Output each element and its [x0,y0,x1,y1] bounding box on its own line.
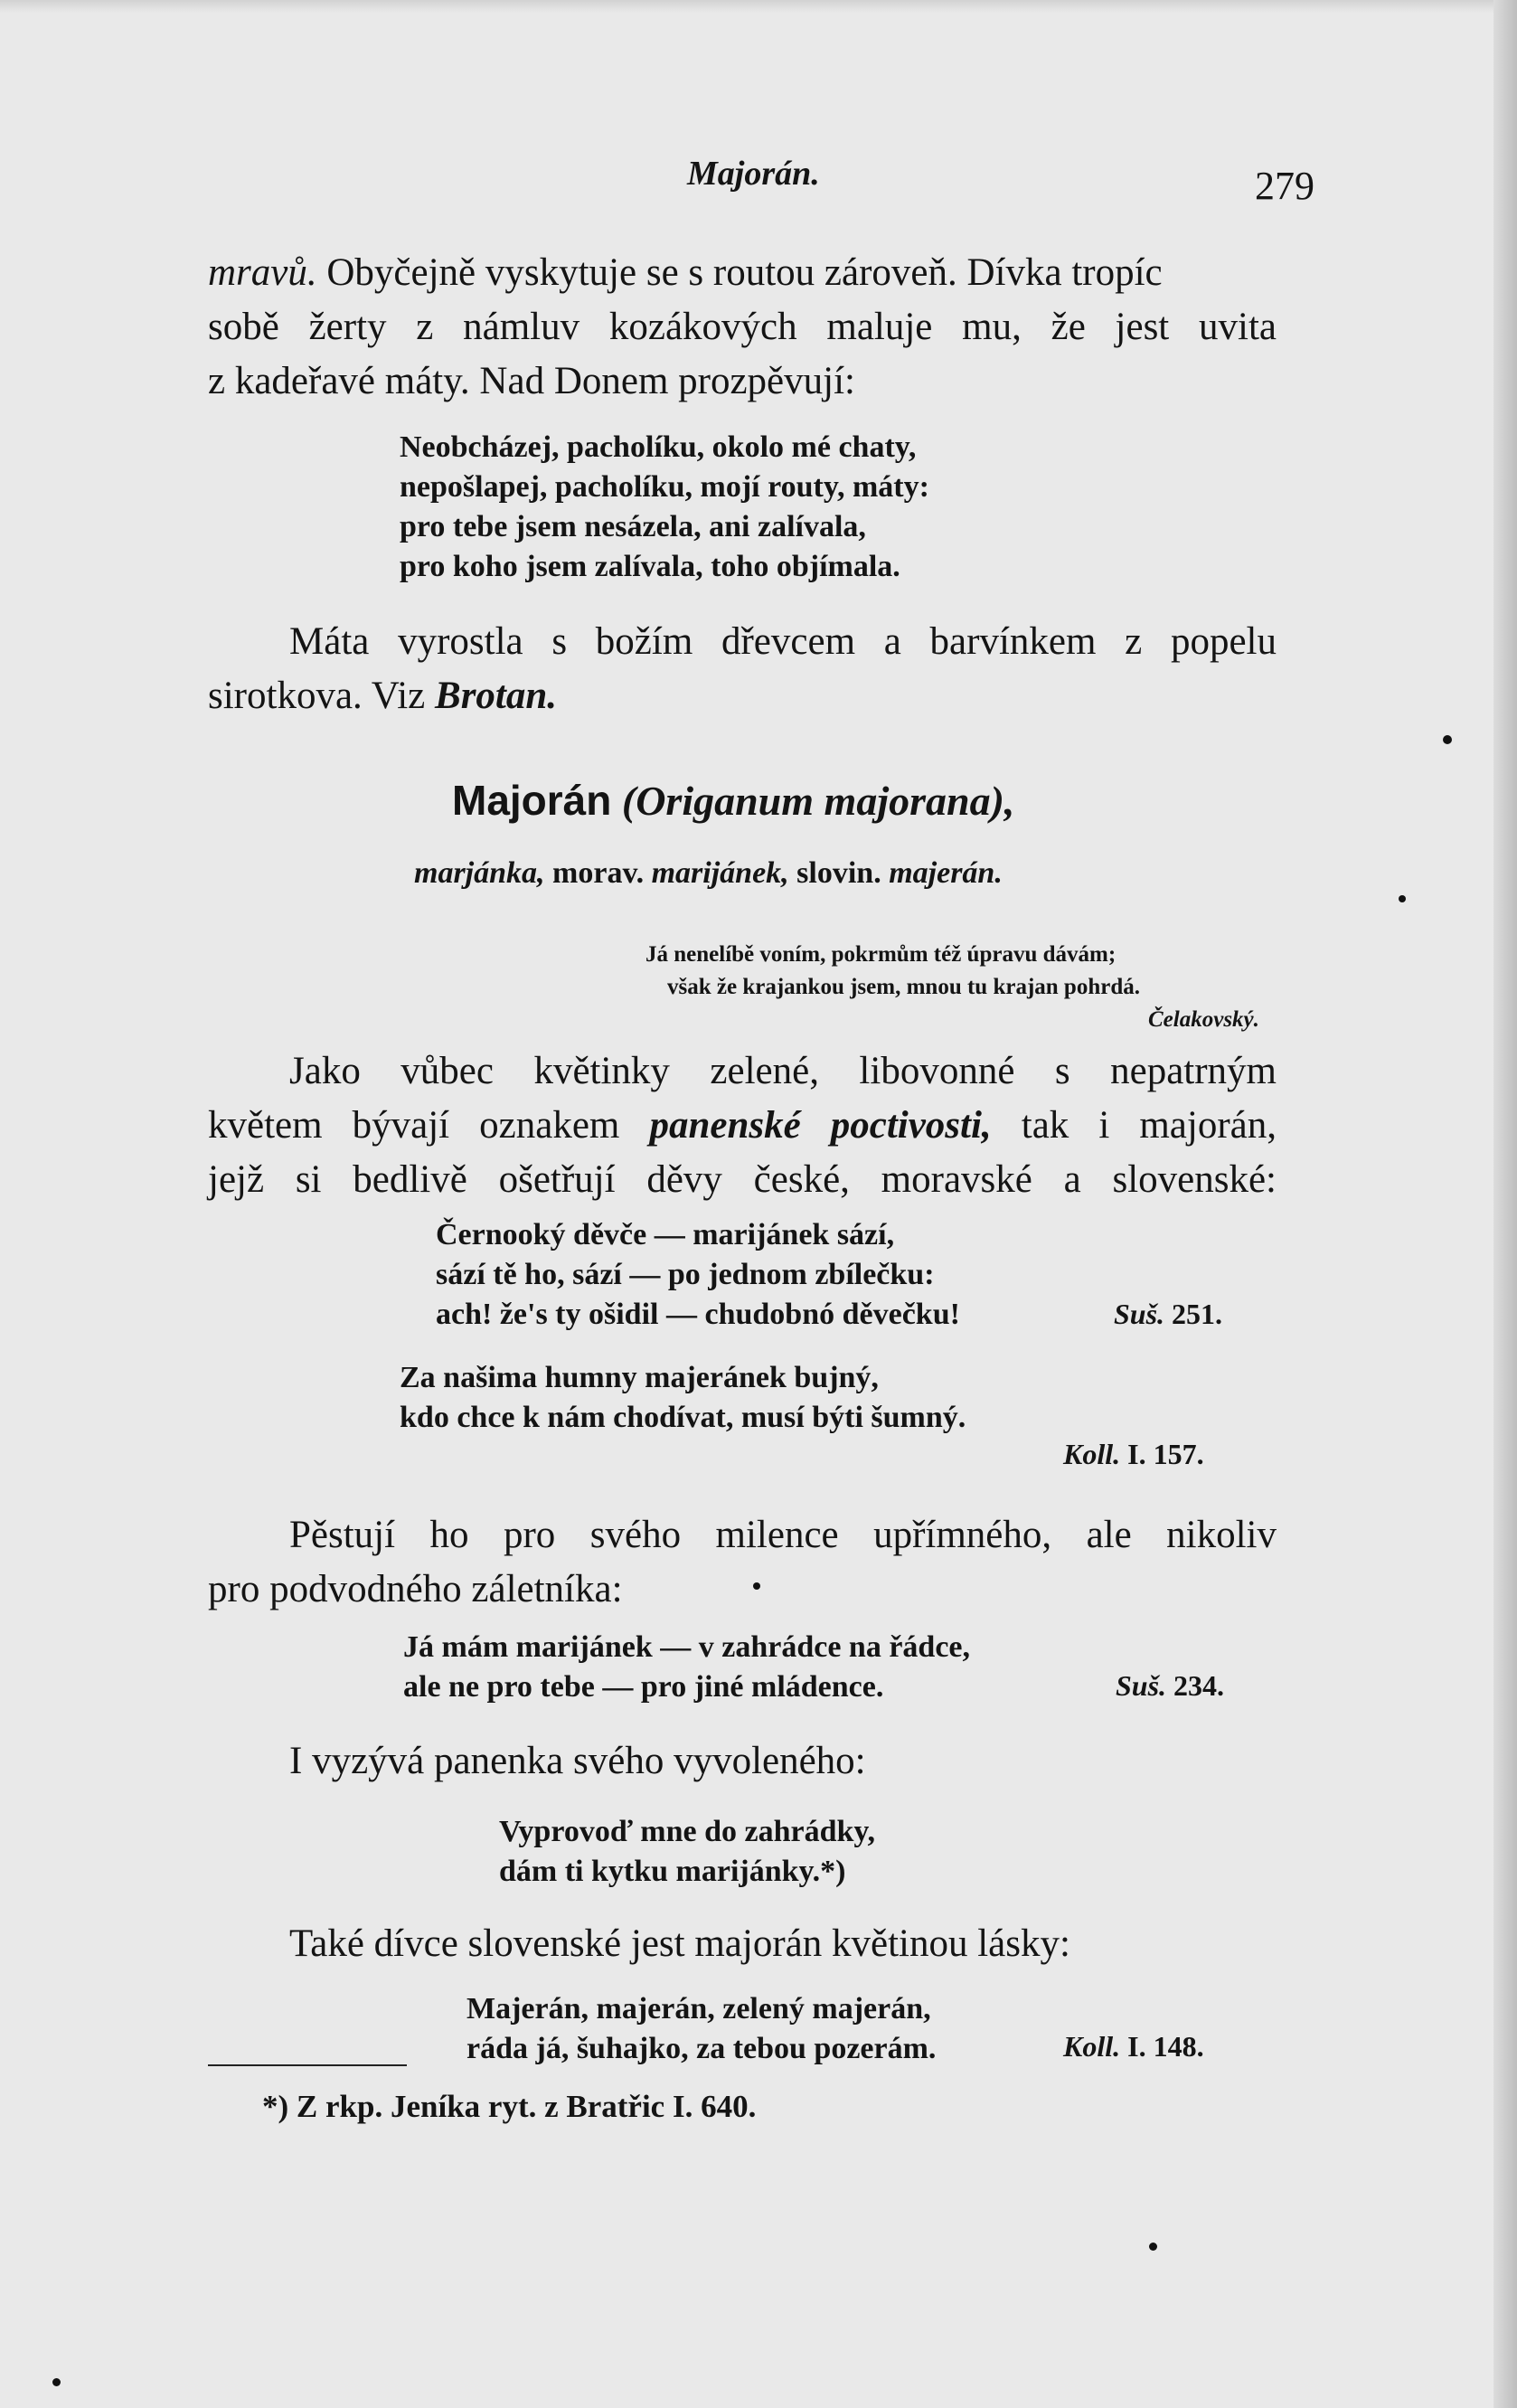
verse-4 [403,1628,970,1707]
line-text: Obyčejně vyskytuje se s routou zároveň. Dívka tropíc [316,251,1163,294]
source-abbr: Suš. [1114,1298,1165,1330]
synonyms-line [414,856,1003,891]
verse-line: dám ti kytku marijánky.*) [499,1855,846,1888]
paragraph-line: sobě žerty z námluv kozákových maluje mu, že jest uvita [208,306,1277,348]
paragraph-4 [208,1508,1277,1617]
paragraph-line: Také dívce slovenské jest majorán květinou lásky: [289,1922,1070,1965]
verse-line: pro koho jsem zalívala, toho objímala. [400,550,900,583]
heading-name: Majorán [452,777,612,824]
italic-word: mravů. [208,251,317,294]
synonym-label: morav. [544,856,652,890]
verse-line: ach! že's ty ošidil — chudobnó děvečku! [436,1298,960,1331]
paragraph-line: jejž si bedlivě ošetřují děvy české, moravské a slovenské: [208,1158,1277,1201]
paragraph-line [208,246,1277,300]
synonym: marijánek, [651,856,789,890]
verse-source [1114,1298,1222,1331]
paragraph-line: Pěstují ho pro svého milence upřímného, ale nikoliv [289,1514,1277,1556]
paragraph-line [208,1099,1277,1153]
paragraph-line: I vyzývá panenka svého vyvoleného: [289,1740,866,1782]
footnote: *) Z rkp. Jeníka ryt. z Bratřic I. 640. [262,2089,757,2124]
verse-3 [400,1358,966,1438]
verse-line: Černooký děvče — marijánek sází, [436,1218,895,1251]
verse-6 [466,1989,936,2069]
heading-latin: (Origanum majorana), [621,778,1015,824]
paragraph-1 [208,246,1277,409]
verse-2 [436,1215,960,1335]
paragraph-line: z kadeřavé máty. Nad Donem prozpěvují: [208,360,855,402]
footnote-rule [208,2064,407,2066]
source-abbr: Suš. [1116,1669,1167,1702]
verse-1 [400,428,929,587]
verse-5 [499,1812,875,1892]
source-ref: 234. [1173,1669,1225,1702]
section-heading [452,776,1014,825]
verse-line: Vyprovoď mne do zahrádky, [499,1815,876,1848]
paragraph-6 [208,1917,1277,1971]
verse-line: nepošlapej, pacholíku, mojí routy, máty: [400,470,929,504]
page-number: 279 [1255,164,1314,208]
running-header: Majorán. [687,155,820,193]
cross-reference: Brotan. [435,675,558,717]
verse-line: kdo chce k nám chodívat, musí býti šumný. [400,1401,966,1434]
source-ref: I. 157. [1127,1438,1204,1470]
epigraph-line: však že krajankou jsem, mnou tu krajan pohrdá. [667,975,1140,999]
synonym: majerán. [889,856,1003,890]
verse-line: ale ne pro tebe — pro jiné mládence. [403,1670,884,1704]
paragraph-3 [208,1044,1277,1207]
paragraph-line: Máta vyrostla s božím dřevcem a barvínkem z popelu [289,620,1277,663]
emphasis: panenské poctivosti, [649,1104,992,1147]
verse-line: Majerán, majerán, zelený majerán, [466,1992,931,2026]
paragraph-line [208,669,1277,723]
synonym-label: slovin. [788,856,890,890]
source-abbr: Koll. [1063,2030,1121,2063]
paragraph-2 [208,615,1277,723]
verse-line: sází tě ho, sází — po jednom zbílečku: [436,1258,935,1291]
paragraph-line: Jako vůbec květinky zelené, libovonné s nepatrným [289,1050,1277,1092]
scan-speck [753,1582,760,1590]
source-ref: 251. [1172,1298,1223,1330]
source-ref: I. 148. [1127,2030,1204,2063]
paragraph-line: pro podvodného záletníka: [208,1568,623,1610]
line-text: tak i majorán, [991,1104,1277,1147]
source-abbr: Koll. [1063,1438,1121,1470]
verse-line: Neobcházej, pacholíku, okolo mé chaty, [400,430,917,464]
scan-speck [1443,735,1452,744]
verse-line: pro tebe jsem nesázela, ani zalívala, [400,510,866,543]
paragraph-5 [208,1734,1277,1789]
scan-speck [52,2378,61,2386]
line-text: květem bývají oznakem [208,1104,650,1147]
verse-line: ráda já, šuhajko, za tebou pozerám. [466,2032,937,2065]
verse-line: Já mám marijánek — v zahrádce na řádce, [403,1630,971,1664]
verse-source [1116,1669,1224,1703]
epigraph-author: Čelakovský. [1148,1007,1259,1032]
synonym: marjánka, [414,856,545,890]
verse-line: Za našima humny majeránek bujný, [400,1361,879,1394]
verse-source [1063,2030,1204,2063]
verse-source [1063,1438,1204,1471]
scan-speck [1149,2243,1157,2251]
scan-speck [1399,895,1406,902]
line-text: sirotkova. Viz [208,675,436,717]
epigraph-line: Já nenelíbě voním, pokrmům též úpravu dávám; [645,942,1117,967]
